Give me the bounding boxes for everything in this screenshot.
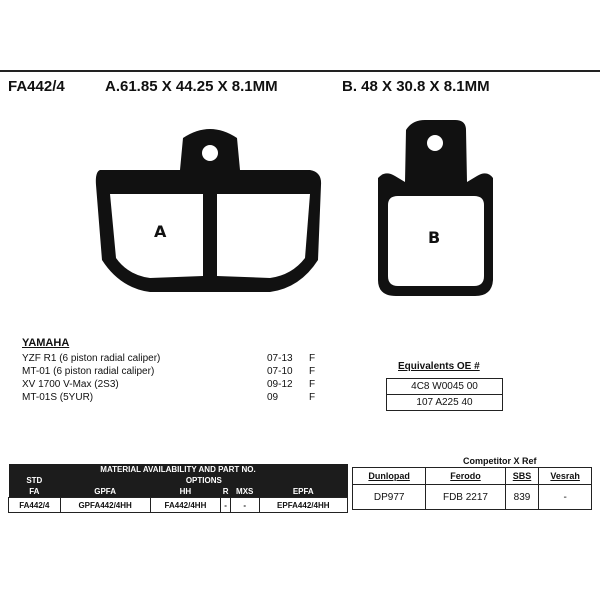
competitor-value: FDB 2217 (426, 485, 505, 510)
table-row (9, 464, 348, 475)
equivalent-value: 4C8 W0045 00 (387, 379, 503, 395)
application-years: 09 (267, 392, 279, 403)
application-position: F (309, 353, 316, 364)
material-part-number: - (221, 498, 231, 513)
material-column-header: FA (9, 486, 61, 498)
material-part-number: - (230, 498, 259, 513)
application-row (22, 366, 322, 379)
application-row (22, 379, 322, 392)
top-rule (0, 70, 600, 72)
competitor-table (352, 467, 592, 510)
material-column-header: HH (150, 486, 221, 498)
application-model: MT-01S (5YUR) (22, 392, 94, 403)
application-years: 07-10 (267, 366, 293, 377)
table-row (9, 475, 348, 486)
table-row (387, 379, 503, 395)
competitor-column-header: SBS (505, 468, 539, 485)
material-options-label: OPTIONS (60, 475, 347, 486)
application-model: YZF R1 (6 piston radial caliper) (22, 353, 161, 364)
competitor-value: 839 (505, 485, 539, 510)
pad-b-mount-hole (427, 135, 443, 151)
pad-a-mount-hole (202, 145, 218, 161)
application-model: MT-01 (6 piston radial caliper) (22, 366, 155, 377)
competitor-column-header: Dunlopad (353, 468, 426, 485)
table-row (353, 485, 592, 510)
equivalents-table (386, 378, 503, 411)
table-row (387, 395, 503, 411)
pad-b-label: B (428, 228, 441, 247)
material-part-number: FA442/4HH (150, 498, 221, 513)
material-part-number: FA442/4 (9, 498, 61, 513)
pad-a-label: A (154, 222, 167, 241)
dimensions-b: B. 48 X 30.8 X 8.1MM (342, 78, 490, 95)
competitor-title: Competitor X Ref (463, 456, 537, 466)
table-row (9, 498, 348, 513)
brand-heading: YAMAHA (22, 337, 70, 349)
material-title: MATERIAL AVAILABILITY AND PART NO. (9, 464, 348, 475)
application-years: 09-12 (267, 379, 293, 390)
material-std-label: STD (9, 475, 61, 486)
material-part-number: GPFA442/4HH (60, 498, 150, 513)
application-position: F (309, 392, 316, 403)
table-row (9, 486, 348, 498)
material-table (8, 464, 348, 513)
material-part-number: EPFA442/4HH (259, 498, 347, 513)
part-code: FA442/4 (8, 78, 65, 95)
dimensions-a: A.61.85 X 44.25 X 8.1MM (105, 78, 278, 95)
brake-pad-diagram (0, 110, 600, 330)
application-row (22, 353, 322, 366)
table-row (353, 468, 592, 485)
equivalents-title: Equivalents OE # (398, 361, 480, 372)
material-column-header: R (222, 487, 229, 496)
competitor-value: DP977 (353, 485, 426, 510)
material-column-header: GPFA (60, 486, 150, 498)
application-years: 07-13 (267, 353, 293, 364)
pad-a-friction-right (217, 194, 310, 278)
application-position: F (309, 379, 316, 390)
application-position: F (309, 366, 316, 377)
equivalent-value: 107 A225 40 (387, 395, 503, 411)
competitor-column-header: Ferodo (426, 468, 505, 485)
application-row (22, 392, 322, 405)
material-column-header: MXS (230, 486, 259, 498)
competitor-value: - (539, 485, 592, 510)
material-column-header: EPFA (259, 486, 347, 498)
competitor-column-header: Vesrah (539, 468, 592, 485)
application-model: XV 1700 V-Max (2S3) (22, 379, 119, 390)
